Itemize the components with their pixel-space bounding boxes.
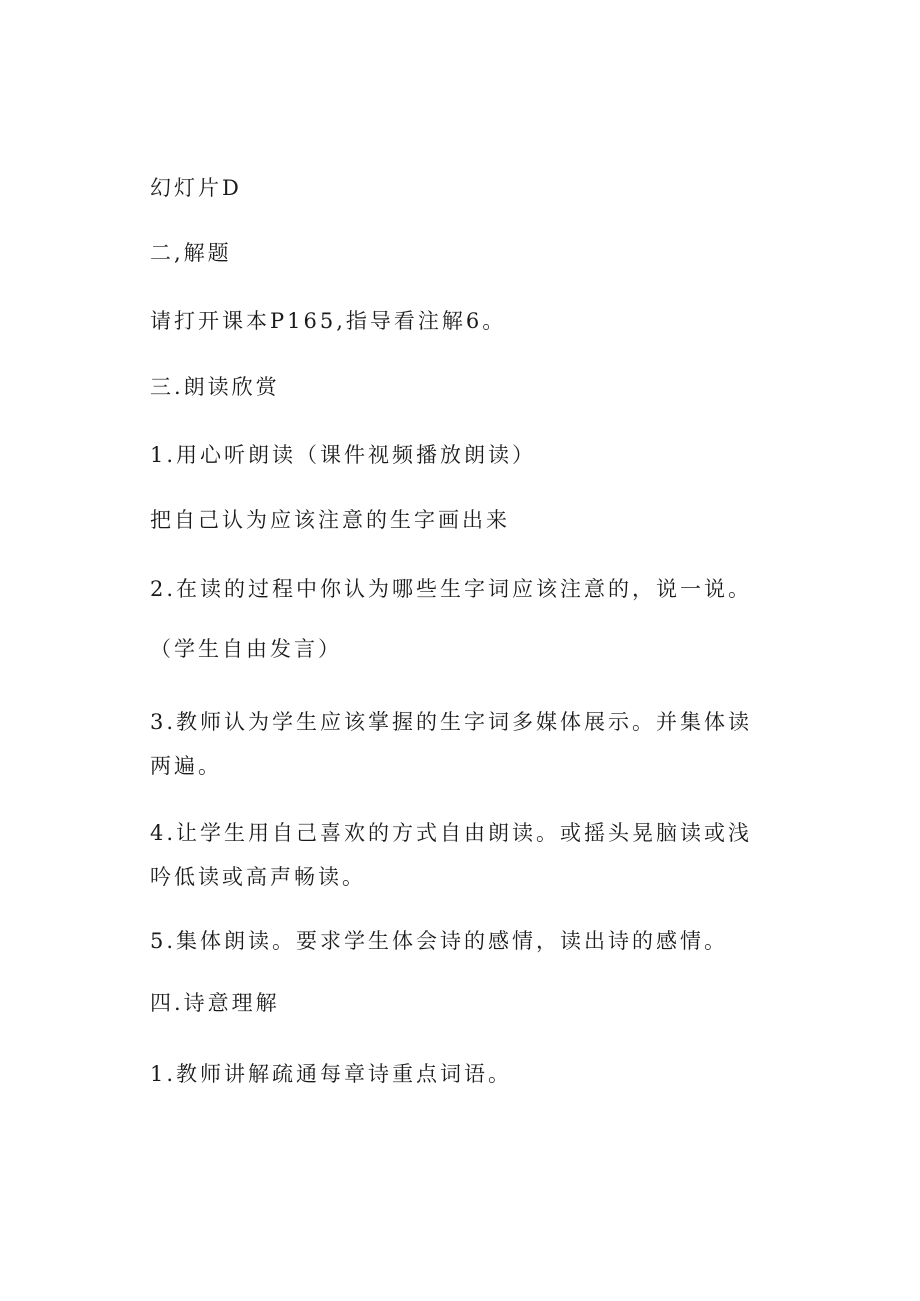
slide-label: 幻灯片D bbox=[150, 176, 242, 200]
paragraph-mark-characters: 把自己认为应该注意的生字画出来 bbox=[150, 508, 510, 532]
list-item-discuss-characters: 2.在读的过程中你认为哪些生字词应该注意的，说一说。 bbox=[150, 577, 753, 601]
list-item-free-reading: 4.让学生用自己喜欢的方式自由朗读。或摇头晃脑读或浅吟低读或高声畅读。 bbox=[150, 821, 753, 889]
section-heading-explain-title: 二,解题 bbox=[150, 241, 232, 265]
section-heading-reading-appreciation: 三.朗读欣赏 bbox=[150, 375, 280, 399]
list-item-listen-reading: 1.用心听朗读（课件视频播放朗读） bbox=[150, 443, 537, 467]
paragraph-open-textbook: 请打开课本P165,指导看注解6。 bbox=[150, 309, 507, 333]
list-item-explain-words: 1.教师讲解疏通每章诗重点词语。 bbox=[150, 1062, 513, 1086]
list-item-multimedia-display: 3.教师认为学生应该掌握的生字词多媒体展示。并集体读两遍。 bbox=[150, 710, 753, 778]
paragraph-student-speech: （学生自由发言） bbox=[150, 637, 342, 661]
list-item-group-reading: 5.集体朗读。要求学生体会诗的感情，读出诗的感情。 bbox=[150, 929, 729, 953]
section-heading-poem-meaning: 四.诗意理解 bbox=[150, 991, 280, 1015]
